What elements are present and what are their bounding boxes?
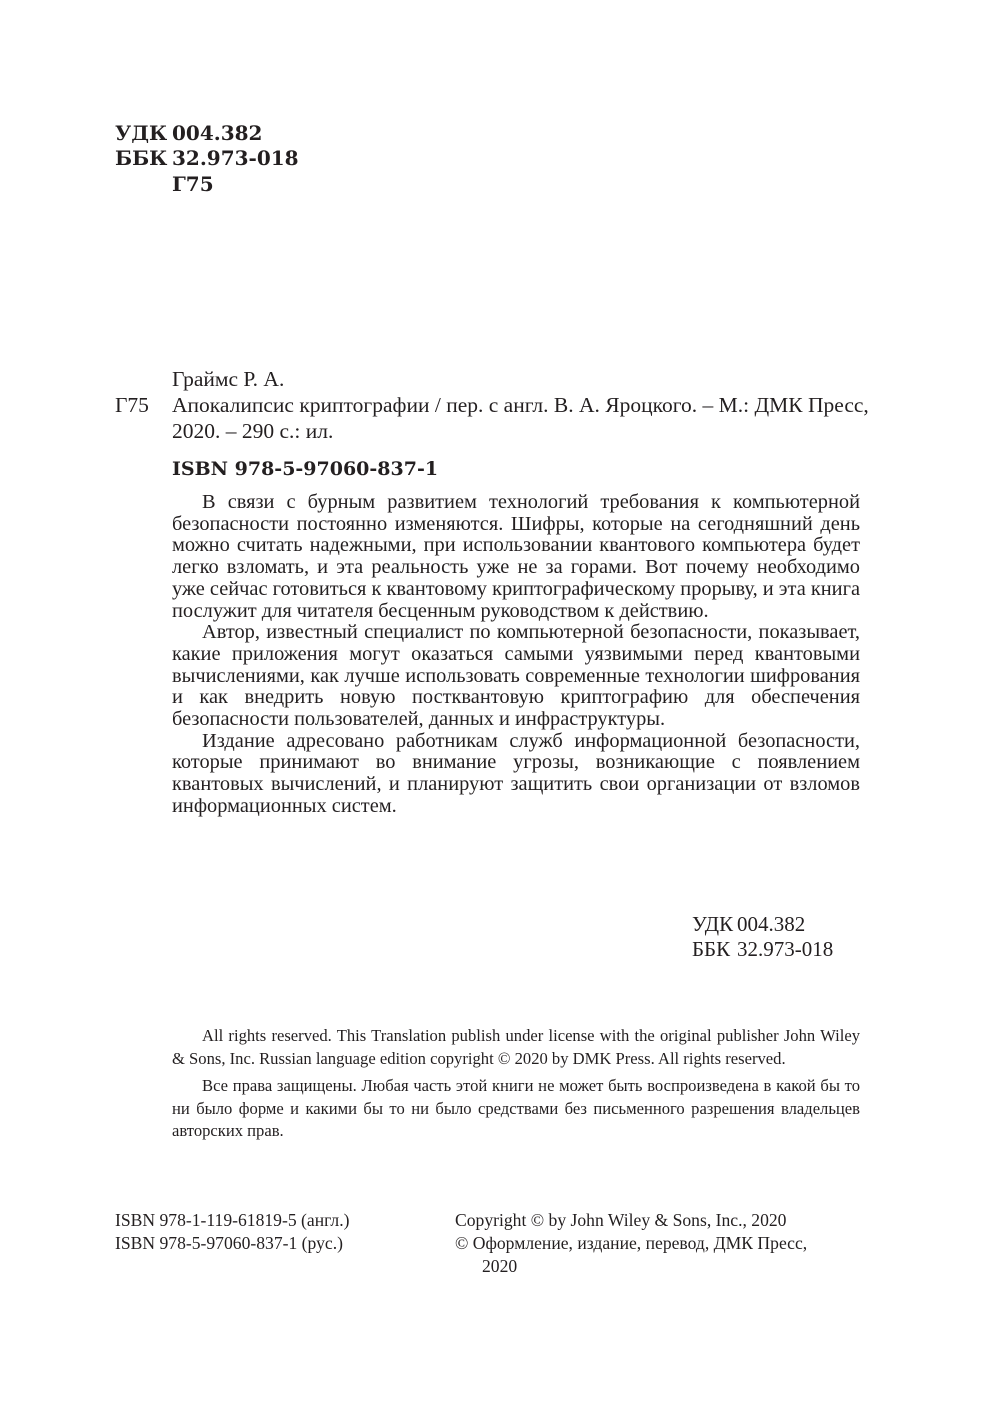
bib-author: Граймс Р. А. xyxy=(172,367,285,391)
udk-bottom-label: УДК xyxy=(692,912,734,936)
udk-row xyxy=(115,121,262,145)
copyright-dmk-line2: 2020 xyxy=(482,1256,518,1276)
bib-author-mark: Г75 xyxy=(115,393,149,417)
bbk-bottom-code: 32.973-018 xyxy=(737,937,834,961)
annotation-paragraph-1: В связи с бурным развитием технологий требования к компьютерной безопасности постоянно изменяются. Шифры, которые на сегодняшний день можно считать надежными, при использовании квантового компьютера будет легко взломать, и эта реальность уже не за горами. Вот почему необходимо уже сейчас готовиться к квантовому криптографическому прорыву, и эта книга послужит для читателя бесценным руководством к действию. xyxy=(172,491,860,622)
isbn-russian: ISBN 978-5-97060-837-1 (рус.) xyxy=(115,1233,343,1253)
annotation-paragraph-3: Издание адресовано работникам служб информационной безопасности, которые принимают во внимание угрозы, возникающие с появлением квантовых вычислений, и планируют защитить свои организации от взломов информационных систем. xyxy=(172,729,860,817)
author-mark-top: Г75 xyxy=(172,172,214,196)
bib-title-line1: Апокалипсис криптографии / пер. с англ. В. А. Яроцкого. – М.: ДМК Пресс, xyxy=(172,393,869,417)
copyright-wiley: Copyright © by John Wiley & Sons, Inc., 2020 xyxy=(455,1210,787,1230)
udk-bottom-row xyxy=(692,911,805,937)
bbk-bottom-label: ББК xyxy=(692,937,731,961)
rights-russian: Все права защищены. Любая часть этой книги не может быть воспроизведена в какой бы то ни было форме и какими бы то ни было средствами без письменного разрешения владельцев авторских прав. xyxy=(172,1076,860,1140)
bbk-bottom-row xyxy=(692,936,833,962)
bbk-row xyxy=(115,146,299,170)
annotation xyxy=(172,492,860,818)
udk-bottom-code: 004.382 xyxy=(737,912,806,936)
author-mark-row xyxy=(115,172,214,196)
rights-english: All rights reserved. This Translation publish under license with the original publisher John Wiley & Sons, Inc. Russian language edition copyright © 2020 by DMK Press. All rights reserved. xyxy=(172,1026,860,1068)
bbk-code: 32.973-018 xyxy=(172,146,299,170)
bib-title-line2: 2020. – 290 с.: ил. xyxy=(172,419,334,443)
isbn-main: ISBN 978-5-97060-837-1 xyxy=(172,458,439,480)
udk-label: УДК xyxy=(115,121,168,145)
annotation-paragraph-2: Автор, известный специалист по компьютерной безопасности, показывает, какие приложения могут оказаться самыми уязвимыми перед квантовыми вычислениями, как лучше использовать современные технологии шифрования и как внедрить новую постквантовую криптографию для обеспечения безопасности пользователей, данных и инфраструктуры. xyxy=(172,621,860,731)
bbk-label: ББК xyxy=(115,146,168,170)
udk-code: 004.382 xyxy=(172,121,263,145)
isbn-english: ISBN 978-1-119-61819-5 (англ.) xyxy=(115,1210,350,1230)
copyright-dmk-line1: © Оформление, издание, перевод, ДМК Пресс, xyxy=(455,1233,808,1253)
